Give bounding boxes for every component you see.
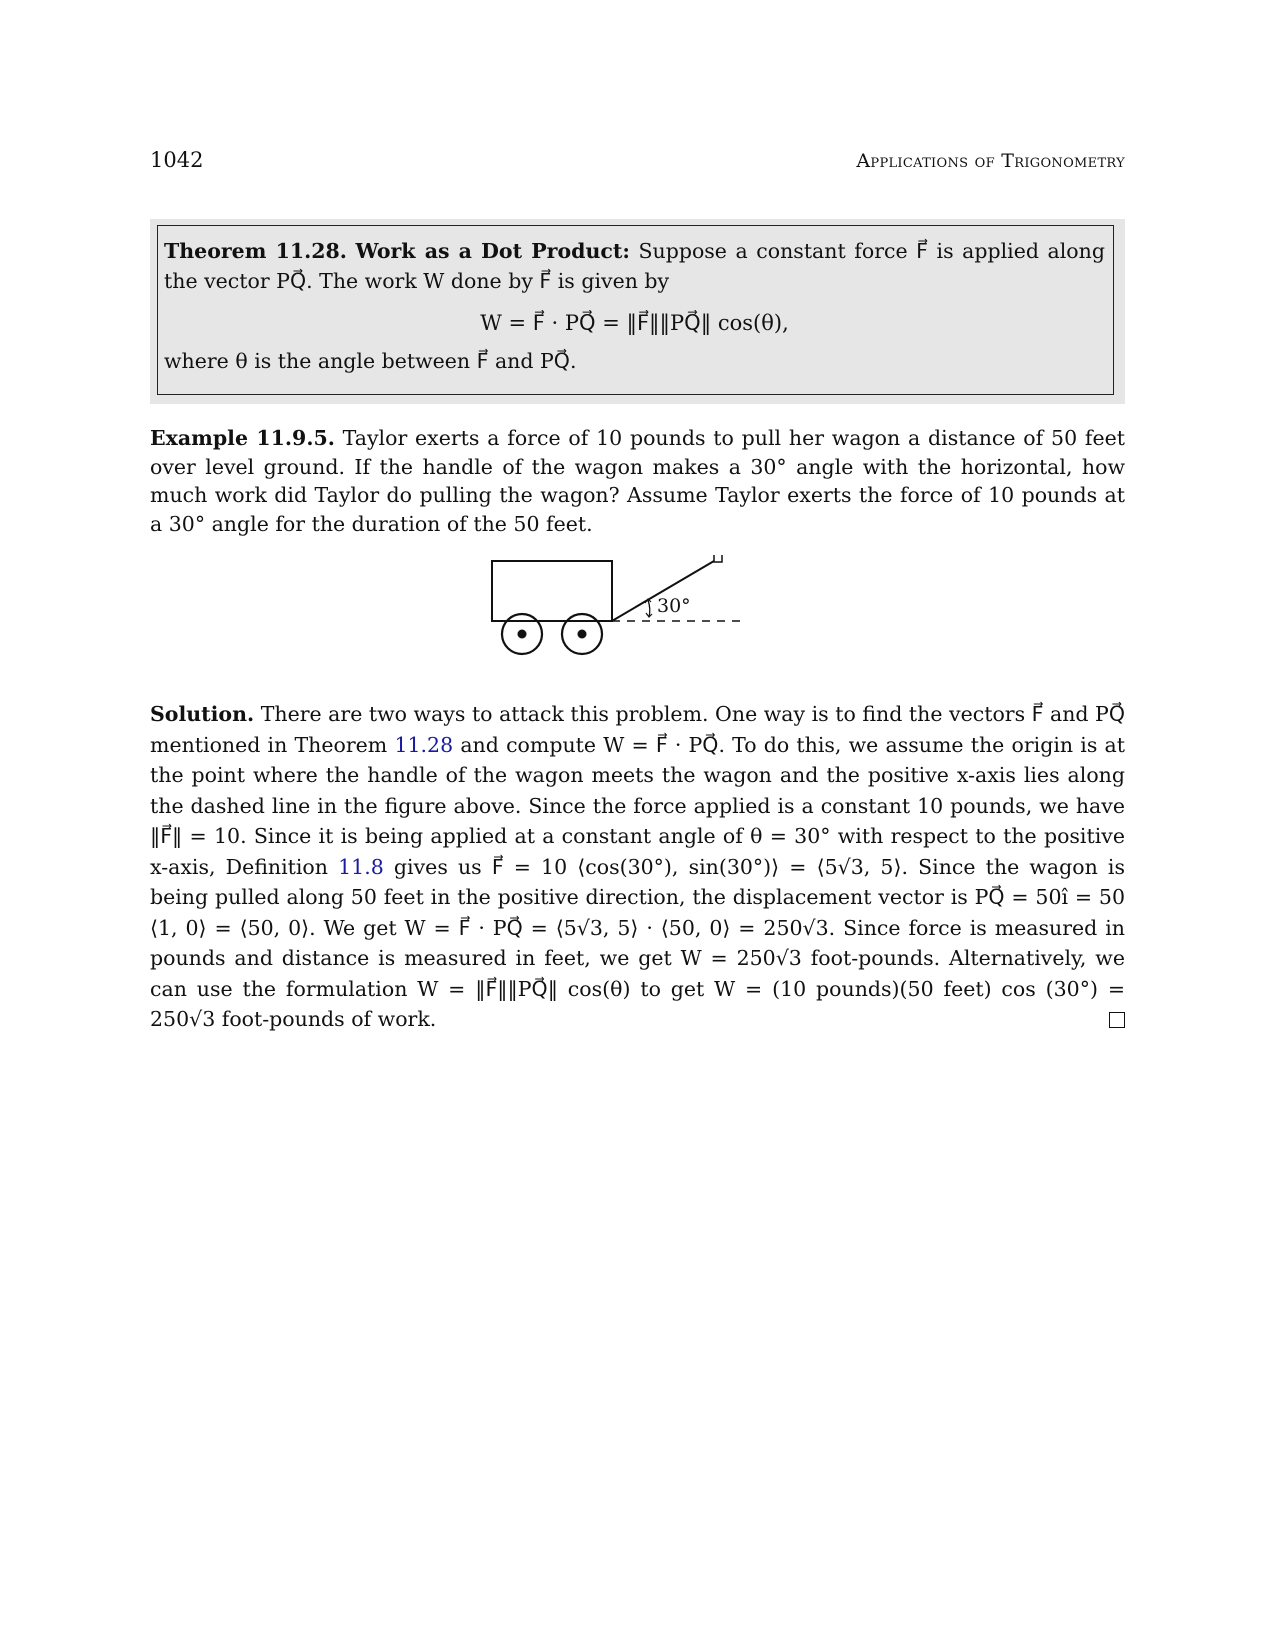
theorem-closing: where θ is the angle between F⃗ and PQ⃗. xyxy=(164,349,577,373)
example-text: Taylor exerts a force of 10 pounds to pull her wagon a distance of 50 feet over level ground. If the handle of the wagon makes a 30° angle with the horizontal, how much work did Taylor do pulling the wagon? Assume Taylor exerts the force of 10 pounds at a 30° angle for the duration of the 50 feet. xyxy=(150,426,1125,536)
handle-grip xyxy=(714,555,722,562)
solution xyxy=(150,699,1125,1035)
work-formula: W = F⃗ · PQ⃗ = ‖F⃗‖‖PQ⃗‖ cos(θ), xyxy=(480,311,789,335)
example-label: Example 11.9.5. xyxy=(150,426,335,450)
solution-label: Solution. xyxy=(150,702,255,726)
rear-axle xyxy=(518,630,527,639)
theorem-intro: Suppose a constant force F⃗ is applied along the vector PQ⃗. The work W done by F⃗ is given by xyxy=(164,239,1105,293)
angle-arc xyxy=(648,600,650,617)
theorem-reference-link[interactable]: 11.28 xyxy=(394,732,454,757)
running-head: Applications of Trigonometry xyxy=(856,150,1125,172)
page-number: 1042 xyxy=(150,148,204,172)
theorem-label: Theorem 11.28. xyxy=(164,239,347,263)
angle-label: 30° xyxy=(657,595,691,617)
theorem-panel xyxy=(150,219,1125,404)
qed-box-icon xyxy=(1109,1012,1125,1028)
theorem-box xyxy=(157,225,1114,395)
wagon-figure xyxy=(480,555,800,675)
theorem-statement xyxy=(164,236,1105,376)
solution-text-2: and compute W = F⃗ · PQ⃗. To do this, we assume the origin is at the point where the handle of the wagon meets the wagon and the positive x-axis lies along the dashed line in the figure above. Since the force applied is a constant 10 pounds, we have ‖F⃗‖ = 10. Since it is being applied at a constant angle of θ = 30° with respect to the positive x-axis, Definition xyxy=(150,732,1125,879)
definition-reference-link[interactable]: 11.8 xyxy=(338,854,384,879)
wagon-body xyxy=(492,561,612,621)
front-axle xyxy=(578,630,587,639)
theorem-title: Work as a Dot Product: xyxy=(355,239,630,263)
solution-text-3: gives us F⃗ = 10 ⟨cos(30°), sin(30°)⟩ = ⟨5√3, 5⟩. Since the wagon is being pulled along 50 feet in the positive direction, the displacement vector is PQ⃗ = 50ı̂ = 50 ⟨1, 0⟩ = ⟨50, 0⟩. We get W = F⃗ · PQ⃗ = ⟨5√3, 5⟩ · ⟨50, 0⟩ = 250√3. Since force is measured in pounds and distance is measured in feet, we get W = 250√3 foot-pounds. Alternatively, we can use the formulation W = ‖F⃗‖‖PQ⃗‖ cos(θ) to get W = (10 pounds)(50 feet) cos (30°) = 250√3 foot-pounds of work. xyxy=(150,854,1125,1031)
solution-text-1: There are two ways to attack this problem. One way is to find the vectors F⃗ and PQ⃗ mentioned in Theorem xyxy=(150,702,1125,757)
example xyxy=(150,424,1125,538)
